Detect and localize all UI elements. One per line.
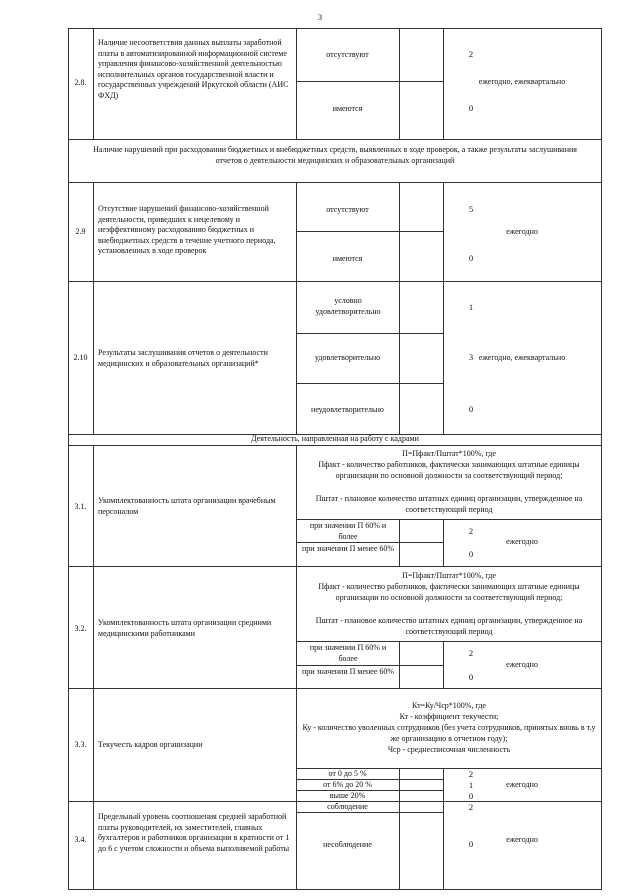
points-value: 1: [468, 302, 474, 312]
formula: П=Пфакт/Пштат*100%, где: [402, 449, 496, 458]
points-value: 2: [468, 769, 474, 779]
criterion-title: Наличие несоответствия данных выплаты заработной платы в автоматизированной информационной системе управления финансово-хозяйственной деятельностью исполнительных органов государственной власти и государственных учреждений Иркутской области (АИС ФХД): [98, 38, 289, 100]
frequency-label: ежегодно: [506, 660, 538, 669]
points-value: 0: [468, 103, 474, 113]
criteria-table: [68, 28, 602, 890]
criterion-title: Предельный уровень соотношения средней заработной платы руководителей, их заместителей, главных бухгалтеров и работников организации в кратности от 1 до 6 с учетом сложности и объема выполняемой работы: [98, 812, 290, 853]
page-number: 3: [318, 13, 322, 22]
row-number: 3.4.: [74, 835, 87, 844]
points-value: 2: [468, 648, 474, 658]
formula-definition: Пштат - плановое количество штатных единиц организации, утвержденное на соответствующий период: [315, 616, 583, 636]
section-header: Наличие нарушений при расходовании бюджетных и внебюджетных средств, выявленных в ходе проверок, а также результаты заслушивания отчетов о деятельности медицинских и образовательных организаций: [93, 145, 577, 165]
option-label: неудовлетворительно: [311, 405, 384, 414]
points-value: 0: [468, 791, 474, 801]
option-label: соблюдение: [327, 802, 368, 811]
option-label: удовлетворительно: [314, 353, 381, 362]
row-number: 2.9: [75, 227, 86, 236]
points-value: 0: [468, 549, 474, 559]
option-label: от 0 до 5 %: [328, 769, 367, 778]
points-value: 0: [468, 672, 474, 682]
points-value: 2: [468, 802, 474, 812]
points-value: 2: [468, 526, 474, 536]
option-label: отсутствуют: [326, 205, 369, 214]
option-label: при значении П 60% и более: [309, 643, 387, 663]
formula: П=Пфакт/Пштат*100%, где: [402, 571, 496, 580]
formula-definition: Чср - среднесписочная численность: [387, 745, 511, 754]
criterion-title: Текучесть кадров организации: [98, 740, 203, 749]
frequency-label: ежегодно, ежеквартально: [478, 353, 566, 362]
frequency-label: ежегодно, ежеквартально: [478, 77, 566, 86]
option-label: несоблюдение: [323, 840, 372, 849]
frequency-label: ежегодно: [506, 537, 538, 546]
criterion-title: Укомплектованность штата организации врачебным персоналом: [98, 496, 276, 516]
option-label: при значении П 60% и более: [309, 521, 387, 541]
row-number: 2.8.: [74, 78, 87, 87]
formula-definition: Кт - коэффициент текучести;: [399, 712, 499, 721]
points-value: 0: [468, 253, 474, 263]
points-value: 0: [468, 839, 474, 849]
criterion-title: Укомплектованность штата организации средними медицинскими работниками: [98, 618, 272, 638]
formula: Кт=Ку/Чср*100%, где: [412, 701, 486, 710]
option-label: от 6% до 20 %: [323, 780, 372, 789]
option-label: имеются: [332, 104, 363, 113]
points-value: 5: [468, 204, 474, 214]
formula-definition: Пштат - плановое количество штатных единиц организации, утвержденное на соответствующий период: [315, 494, 583, 514]
criterion-title: Результаты заслушивания отчетов о деятельности медицинских и образовательных организаций*: [98, 348, 268, 368]
row-number: 3.2.: [74, 624, 87, 633]
points-value: 3: [468, 352, 474, 362]
row-number: 3.1.: [74, 502, 87, 511]
option-label: выше 20%: [329, 791, 366, 800]
row-number: 3.3.: [74, 740, 87, 749]
option-label: условно удовлетворительно: [315, 296, 381, 316]
formula-definition: Ку - количество уволенных сотрудников (без учета сотрудников, принятых вновь в т.у же организацию в отчетном году);: [302, 723, 596, 743]
formula-definition: Пфакт - количество работников, фактически занимающих штатные единицы организации по основной должности за соответствующий период;: [318, 460, 580, 480]
section-header: Деятельность, направленная на работу с кадрами: [251, 434, 419, 443]
criterion-title: Отсутствие нарушений финансово-хозяйственной деятельности, приведших к нецелевому и неэффективному расходованию бюджетных и внебюджетных средств в течение учетного периода, установленных в ходе проверок: [98, 204, 276, 255]
option-label: при значении П менее 60%: [301, 544, 395, 553]
frequency-label: ежегодно: [506, 780, 538, 789]
points-value: 1: [468, 780, 474, 790]
option-label: при значении П менее 60%: [301, 667, 395, 676]
formula-definition: Пфакт - количество работников, фактически занимающих штатные единицы организации по основной должности за соответствующий период;: [318, 582, 580, 602]
row-number: 2.10: [73, 353, 88, 362]
frequency-label: ежегодно: [506, 227, 538, 236]
frequency-label: ежегодно: [506, 835, 538, 844]
points-value: 0: [468, 404, 474, 414]
option-label: отсутствуют: [326, 50, 369, 59]
option-label: имеются: [332, 254, 363, 263]
points-value: 2: [468, 49, 474, 59]
